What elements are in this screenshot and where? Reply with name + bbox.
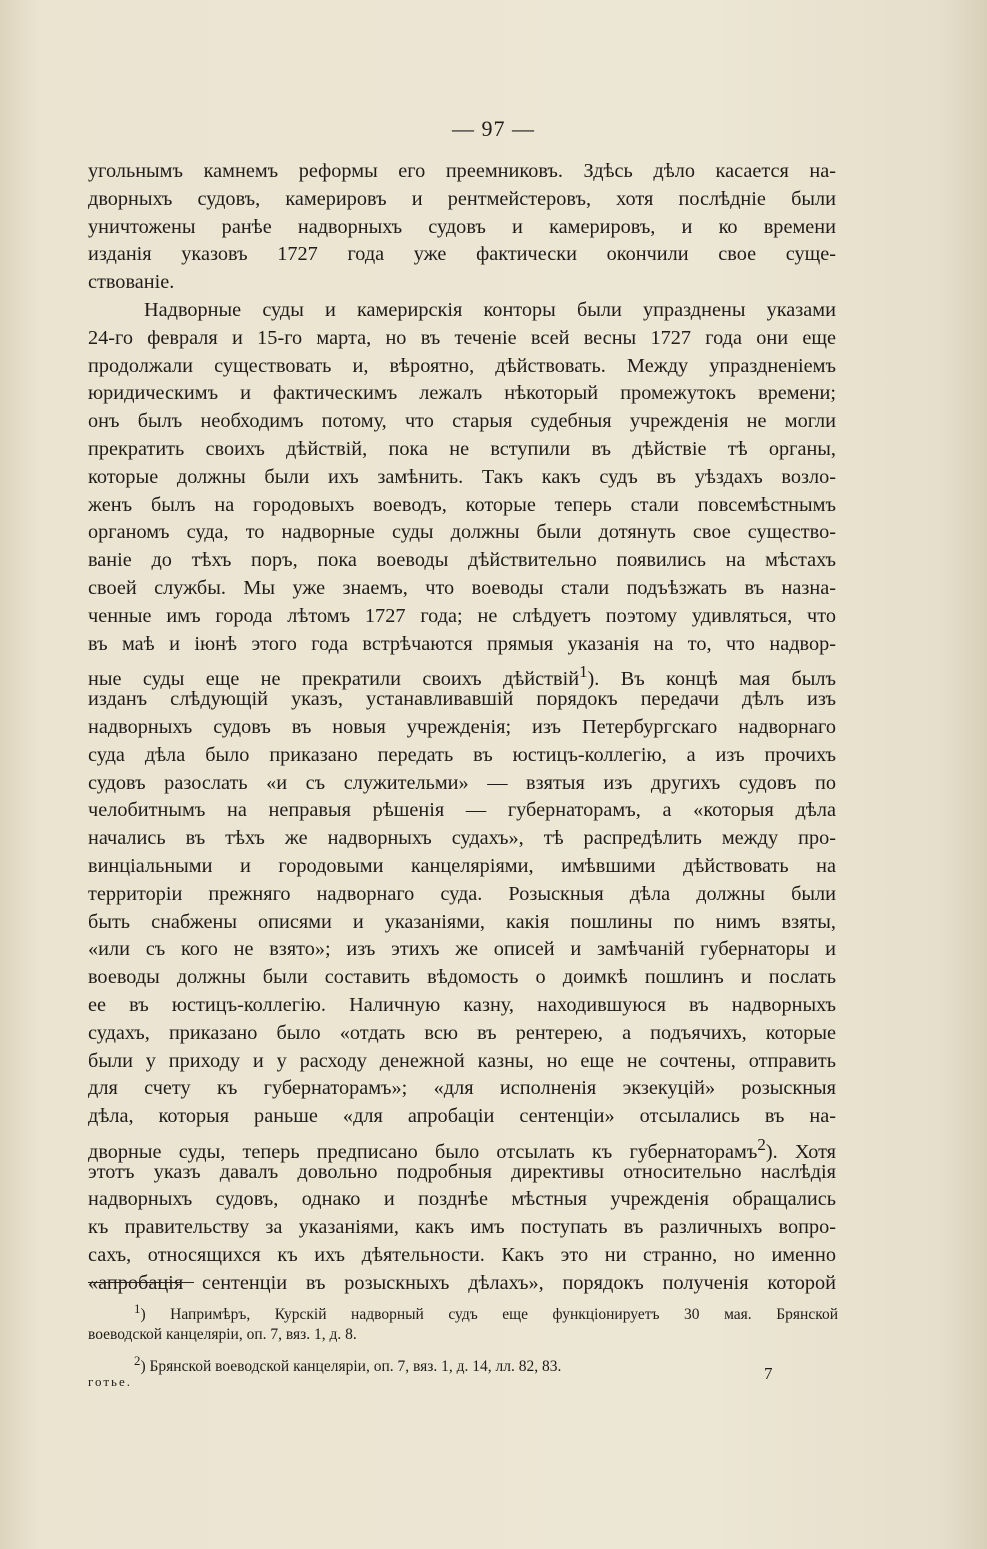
text-line: продолжали существовать и, вѣроятно, дѣйствовать. Между упраздненіемъ bbox=[88, 354, 836, 377]
text-line: дворныхъ судовъ, камерировъ и рентмейстеровъ, хотя послѣдніе были bbox=[88, 187, 836, 210]
text-line: въ маѣ и іюнѣ этого года встрѣчаются прямыя указанія на то, что надвор- bbox=[88, 632, 836, 655]
text-line: судахъ, приказано было «отдать всю въ рентерею, а подъячихъ, которые bbox=[88, 1021, 836, 1044]
text-line: сахъ, относящихся къ ихъ дѣятельности. Какъ это ни странно, но именно bbox=[88, 1244, 836, 1267]
footnote-1-continued: воеводской канцеляріи, оп. 7, вяз. 1, д. 8. bbox=[88, 1326, 357, 1343]
body-text bbox=[88, 158, 836, 1298]
text-line: ваніе до тѣхъ поръ, пока воеводы дѣйствительно появились на мѣстахъ bbox=[88, 549, 836, 572]
footnote-divider bbox=[88, 1282, 194, 1283]
text-line: которые должны были ихъ замѣнить. Такъ какъ судъ въ уѣздахъ возло- bbox=[88, 465, 836, 488]
text-line: винціальными и городовыми канцеляріями, имѣвшими дѣйствовать на bbox=[88, 854, 836, 877]
footnote-ref[interactable]: 2 bbox=[757, 1134, 766, 1154]
page-number: — 97 — bbox=[452, 116, 535, 141]
text-line: своей службы. Мы уже знаемъ, что воеводы стали подъѣзжать въ назна- bbox=[88, 576, 836, 599]
text-line: надворныхъ судовъ въ новыя учрежденія; изъ Петербургскаго надворнаго bbox=[88, 715, 836, 738]
text-line: судовъ разослать «и съ служительми» — взятыя изъ другихъ судовъ по bbox=[88, 771, 836, 794]
paragraph-start-line: Надворные суды и камерирскія конторы были упразднены указами bbox=[144, 298, 836, 321]
footnotes bbox=[88, 1296, 838, 1374]
text-line: къ правительству за указаніями, какъ имъ поступать въ различныхъ вопро- bbox=[88, 1216, 836, 1239]
text-line: органомъ суда, то надворные суды должны были дотянуть свое существо- bbox=[88, 521, 836, 544]
footnote-ref[interactable]: 1 bbox=[579, 662, 588, 682]
text-line: территоріи прежняго надворнаго суда. Розыскныя дѣла должны были bbox=[88, 882, 836, 905]
text-line: дворные суды, теперь предписано было отсылать къ губернаторамъ$^2$). Хотя bbox=[88, 1134, 836, 1163]
text-line: изданія указовъ 1727 года уже фактически окончили свое суще- bbox=[88, 243, 836, 266]
footnote-marker: 1 bbox=[134, 1301, 141, 1316]
text-line: «или съ кого не взято»; изъ этихъ же описей и замѣчаній губернаторы и bbox=[88, 938, 836, 961]
footnote-marker: 2 bbox=[134, 1353, 141, 1368]
text-line: «апробація сентенціи въ розыскныхъ дѣлахъ», порядокъ полученія которой bbox=[88, 1271, 836, 1294]
text-line: уничтожены ранѣе надворныхъ судовъ и камерировъ, и ко времени bbox=[88, 215, 836, 238]
text-line: были у приходу и у расходу денежной казны, но еще не сочтены, отправить bbox=[88, 1049, 836, 1072]
text-line: начались въ тѣхъ же надворныхъ судахъ», тѣ распредѣлить между про- bbox=[88, 827, 836, 850]
text-line: онъ былъ необходимъ потому, что старыя судебныя учрежденія не могли bbox=[88, 410, 836, 433]
text-line: надворныхъ судовъ, однако и позднѣе мѣстныя учрежденія обращались bbox=[88, 1188, 836, 1211]
text-line: ченные имъ города лѣтомъ 1727 года; не слѣдуетъ поэтому удивляться, что bbox=[88, 604, 836, 627]
text-line: челобитнымъ на неправыя рѣшенія — губернаторамъ, а «которыя дѣла bbox=[88, 799, 836, 822]
sheet-number: 7 bbox=[764, 1364, 773, 1383]
text-line: 24-го февраля и 15-го марта, но въ теченіе всей весны 1727 года они еще bbox=[88, 326, 836, 349]
text-line: дѣла, которыя раньше «для апробаціи сентенціи» отсылались въ на- bbox=[88, 1105, 836, 1128]
text-line: угольнымъ камнемъ реформы его преемниковъ. Здѣсь дѣло касается на- bbox=[88, 160, 836, 182]
text-line: ные суды еще не прекратили своихъ дѣйствій$^1$). Въ концѣ мая былъ bbox=[88, 662, 836, 691]
text-line: изданъ слѣдующій указъ, устанавливавшій порядокъ передачи дѣлъ изъ bbox=[88, 688, 836, 711]
footnote-2: $^2$) Брянской воеводской канцеляріи, оп. 7, вяз. 1, д. 14, лл. 82, 83. bbox=[134, 1353, 562, 1376]
text-line: быть снабжены описями и указаніями, какія пошлины по нимъ взяты, bbox=[88, 910, 836, 933]
text-line: женъ былъ на городовыхъ воеводъ, которые теперь стали повсемѣстнымъ bbox=[88, 493, 836, 516]
text-line: прекратить своихъ дѣйствій, пока не вступили въ дѣйствіе тѣ органы, bbox=[88, 437, 836, 460]
signature-mark: готье. bbox=[88, 1374, 132, 1389]
text-line: ствованіе. bbox=[88, 271, 175, 294]
text-line: этотъ указъ давалъ довольно подробныя директивы относительно наслѣдія bbox=[88, 1160, 836, 1183]
footnote-1: $^1$) Напримѣръ, Курскій надворный судъ еще функціонируетъ 30 мая. Брянской bbox=[134, 1301, 838, 1324]
text-line: суда дѣла было приказано передать въ юстицъ-коллегію, а изъ прочихъ bbox=[88, 743, 836, 766]
text-line: ее въ юстицъ-коллегію. Наличную казну, находившуюся въ надворныхъ bbox=[88, 993, 836, 1016]
text-line: юридическимъ и фактическимъ лежалъ нѣкоторый промежутокъ времени; bbox=[88, 382, 836, 405]
text-line: воеводы должны были составить вѣдомость о доимкѣ пошлинъ и послать bbox=[88, 966, 836, 989]
text-line: для счету къ губернаторамъ»; «для исполненія экзекуцій» розыскныя bbox=[88, 1077, 836, 1100]
